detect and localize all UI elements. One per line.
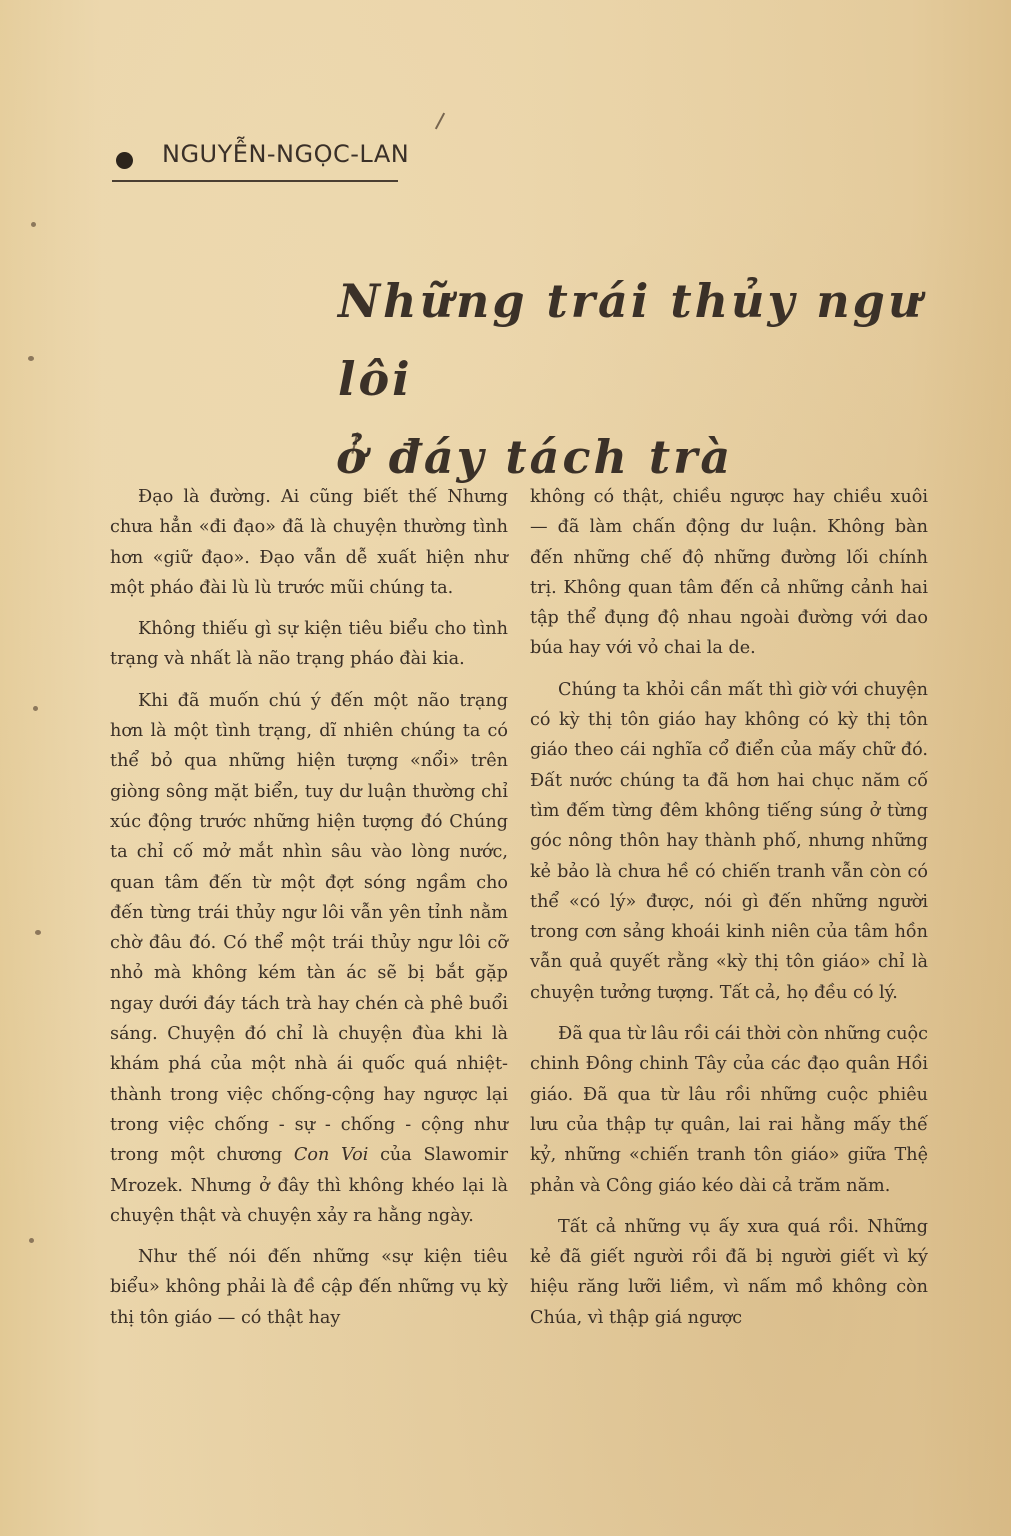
pen-mark	[435, 113, 445, 130]
paragraph-text: Khi đã muốn chú ý đến một não trạng hơn là một tình trạng, dĩ nhiên chúng ta có thể bỏ qua những hiện tượng «nổi» trên giòng sông mặt biển, tuy dư luận thường chỉ xúc động trước những hiện tượng đó Chúng ta chỉ cố mở mắt nhìn sâu vào lòng nước, quan tâm đến từ một đợt sóng ngầm cho đến từng trái thủy ngư lôi vẫn yên tỉnh nằm chờ đâu đó. Có thể một trái thủy ngư lôi cỡ nhỏ mà không kém tàn ác sẽ bị bắt gặp ngay dưới đáy tách trà hay chén cà phê buổi sáng. Chuyện đó chỉ là chuyện đùa khi là khám phá của một nhà ái quốc quá nhiệt-thành trong việc chống-cộng hay ngược lại trong việc chống - sự - chống - cộng như trong một chương	[110, 690, 508, 1166]
margin-speck	[28, 356, 34, 361]
book-title: Con Voi	[293, 1145, 369, 1166]
header-underline	[112, 180, 398, 182]
margin-speck	[31, 222, 36, 227]
paragraph	[110, 686, 508, 1231]
margin-speck	[35, 930, 41, 935]
left-column	[110, 482, 508, 1344]
right-column	[530, 482, 928, 1344]
margin-speck	[29, 1238, 34, 1243]
bullet-icon	[116, 152, 133, 169]
author-header	[112, 140, 410, 184]
title-line-1: Những trái thủy ngư lôi	[338, 274, 925, 406]
paragraph: Đạo là đường. Ai cũng biết thế Nhưng chưa hẳn «đi đạo» đã là chuyện thường tình hơn «giữ đạo». Đạo vẫn dễ xuất hiện như một pháo đài lù lù trước mũi chúng ta.	[110, 487, 508, 598]
paragraph: không có thật, chiều ngược hay chiều xuôi — đã làm chấn động dư luận. Không bàn đến những chế độ những đường lối chính trị. Không quan tâm đến cả những cảnh hai tập thể đụng độ nhau ngoài đường với dao búa hay với vỏ chai la de.	[530, 487, 928, 659]
author-name: NGUYỄN-NGỌC-LAN	[162, 140, 410, 168]
paragraph: Chúng ta khỏi cần mất thì giờ với chuyện có kỳ thị tôn giáo hay không có kỳ thị tôn giáo theo cái nghĩa cổ điển của mấy chữ đó. Đất nước chúng ta đã hơn hai chục năm cố tìm đếm từng đêm không tiếng súng ở từng góc nông thôn hay thành phố, nhưng những kẻ bảo là chưa hề có chiến tranh vẫn còn có thể «có lý» được, nói gì đến những người trong cơn sảng khoái kinh niên của tâm hồn vẫn quả quyết rằng «kỳ thị tôn giáo» chỉ là chuyện tưởng tượng. Tất cả, họ đều có lý.	[530, 679, 928, 1003]
margin-speck	[33, 706, 38, 711]
paragraph: Như thế nói đến những «sự kiện tiêu biểu» không phải là đề cập đến những vụ kỳ thị tôn giáo — có thật hay	[110, 1247, 508, 1328]
paragraph-text: của Slawomir Mrozek. Nhưng ở đây thì không khéo lại là chuyện thật và chuyện xảy ra hằng ngày.	[110, 1145, 509, 1226]
article-title	[280, 262, 980, 496]
title-line-2: ở đáy tách trà	[336, 430, 734, 484]
paragraph: Tất cả những vụ ấy xưa quá rồi. Những kẻ đã giết người rồi đã bị người giết vì ký hiệu răng lưỡi liềm, vì nấm mồ không còn Chúa, vì thập giá ngược	[530, 1216, 928, 1328]
paragraph: Đã qua từ lâu rồi cái thời còn những cuộc chinh Đông chinh Tây của các đạo quân Hồi giáo. Đã qua từ lâu rồi những cuộc phiêu lưu của thập tự quân, lai rai hằng mấy thế kỷ, những «chiến tranh tôn giáo» giữa Thệ phản và Công giáo kéo dài cả trăm năm.	[530, 1024, 928, 1196]
paragraph: Không thiếu gì sự kiện tiêu biểu cho tình trạng và nhất là não trạng pháo đài kia.	[110, 619, 508, 670]
